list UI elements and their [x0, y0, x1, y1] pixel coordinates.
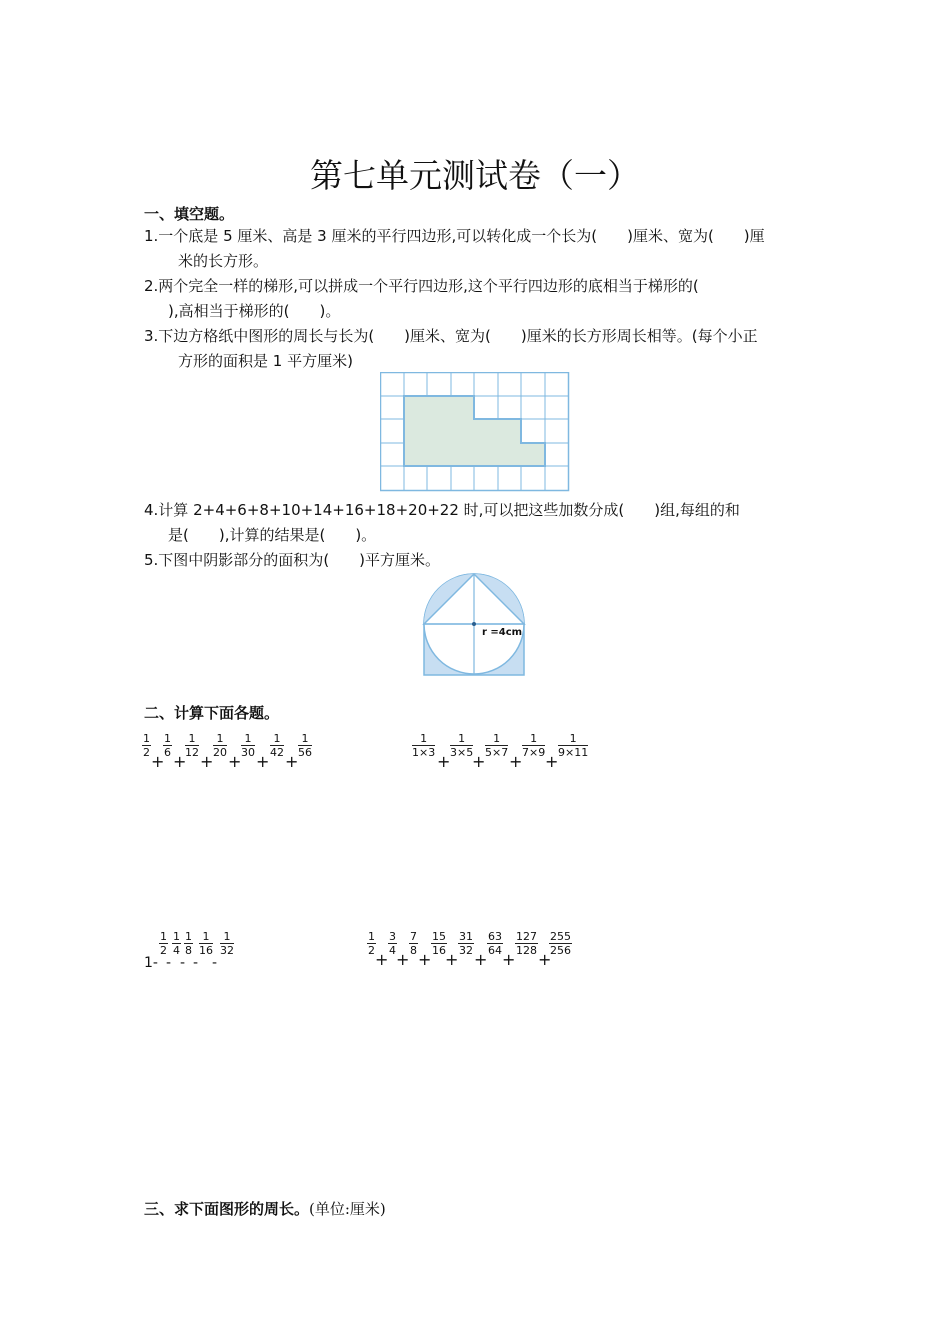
fraction [172, 930, 181, 958]
plus-sign: + [437, 752, 451, 771]
fraction [485, 732, 508, 760]
fraction-denominator: 30 [241, 746, 255, 759]
fraction [522, 732, 545, 760]
fraction-numerator: 1 [164, 732, 171, 745]
plus-sign: + [472, 752, 486, 771]
fraction-numerator: 15 [432, 930, 446, 943]
grid-figure [380, 372, 570, 493]
expression-1 [140, 732, 340, 782]
fraction-numerator: 1 [160, 930, 167, 943]
minus-sign: - [193, 955, 199, 971]
fraction-numerator: 1 [368, 930, 375, 943]
fraction [298, 732, 312, 760]
plus-sign: + [200, 752, 214, 771]
q5-line1: 5.下图中阴影部分的面积为( )平方厘米。 [144, 551, 441, 569]
fraction-numerator: 1 [213, 732, 227, 746]
q4-line1: 4.计算 2+4+6+8+10+14+16+18+20+22 时,可以把这些加数分成( )组,每组的和 [144, 501, 740, 519]
plus-sign: + [418, 950, 432, 969]
fraction-numerator: 63 [488, 930, 502, 943]
q4-line2: 是( ),计算的结果是( )。 [168, 526, 377, 544]
fraction [487, 930, 503, 958]
plus-sign: + [228, 752, 242, 771]
fraction [241, 732, 255, 760]
fraction-denominator: 4 [173, 944, 180, 957]
fraction-denominator: 4 [389, 944, 396, 957]
fraction-numerator: 1 [143, 732, 150, 745]
section3-heading: 三、求下面图形的周长。 [144, 1200, 310, 1218]
fraction [558, 732, 588, 760]
fraction-denominator: 56 [298, 746, 312, 759]
fraction-numerator: 1 [298, 732, 312, 746]
page-title: 第七单元测试卷（一） [310, 156, 640, 195]
circle-figure [422, 572, 527, 678]
fraction-numerator: 255 [550, 930, 571, 943]
fraction-numerator: 127 [516, 930, 537, 943]
fraction [515, 930, 538, 958]
q1-line2: 米的长方形。 [178, 252, 269, 270]
fraction-denominator: 64 [488, 944, 502, 957]
fraction-denominator: 8 [185, 944, 192, 957]
fraction-numerator: 1 [450, 732, 473, 746]
fraction [450, 732, 473, 760]
fraction-denominator: 42 [270, 746, 284, 759]
plus-sign: + [375, 950, 389, 969]
q3-line1: 3.下边方格纸中图形的周长与长为( )厘米、宽为( )厘米的长方形周长相等。(每个小正 [144, 327, 758, 345]
fraction-denominator: 12 [185, 746, 199, 759]
fraction [409, 930, 418, 958]
fraction-denominator: 6 [164, 746, 171, 759]
fraction-denominator: 16 [432, 944, 446, 957]
fraction-denominator: 256 [550, 944, 571, 957]
section3-unit: (单位:厘米) [309, 1200, 386, 1218]
fraction [549, 930, 572, 958]
plus-sign: + [151, 752, 165, 771]
plus-sign: + [256, 752, 270, 771]
fraction-denominator: 2 [160, 944, 167, 957]
fraction [159, 930, 168, 958]
q2-line2: ),高相当于梯形的( )。 [168, 302, 341, 320]
minus-sign: - [166, 955, 172, 971]
plus-sign: + [502, 950, 516, 969]
fraction [184, 930, 193, 958]
fraction-numerator: 1 [522, 732, 545, 746]
plus-sign: + [445, 950, 459, 969]
fraction-denominator: 128 [516, 944, 537, 957]
fraction-denominator: 7×9 [522, 746, 546, 759]
fraction-denominator: 9×11 [558, 746, 589, 759]
plus-sign: + [396, 950, 410, 969]
fraction-denominator: 3×5 [450, 746, 474, 759]
fraction-denominator: 8 [410, 944, 417, 957]
fraction [185, 732, 199, 760]
section1-heading: 一、填空题。 [144, 205, 235, 223]
fraction-numerator: 1 [185, 732, 199, 746]
fraction-numerator: 1 [270, 732, 284, 746]
minus-sign: - [180, 955, 186, 971]
fraction-denominator: 32 [220, 944, 234, 957]
section3-heading-row [144, 1198, 386, 1219]
fraction-numerator: 7 [410, 930, 417, 943]
fraction [142, 732, 151, 760]
fraction [213, 732, 227, 760]
fraction-numerator: 31 [459, 930, 473, 943]
plus-sign: + [538, 950, 552, 969]
fraction-denominator: 2 [368, 944, 375, 957]
minus-sign: - [212, 955, 218, 971]
fraction-numerator: 1 [220, 930, 234, 944]
radius-label: r =4cm [482, 627, 523, 638]
expression-3 [144, 930, 264, 980]
plus-sign: + [545, 752, 559, 771]
plus-sign: + [474, 950, 488, 969]
q2-line1: 2.两个完全一样的梯形,可以拼成一个平行四边形,这个平行四边形的底相当于梯形的( [144, 277, 699, 295]
fraction [220, 930, 234, 958]
fraction-denominator: 5×7 [485, 746, 509, 759]
fraction-denominator: 1×3 [412, 746, 436, 759]
fraction-numerator: 1 [412, 732, 435, 746]
plus-sign: + [285, 752, 299, 771]
fraction-numerator: 1 [185, 930, 192, 943]
expr-prefix: 1- [144, 955, 158, 971]
fraction-numerator: 1 [558, 732, 588, 746]
plus-sign: + [509, 752, 523, 771]
fraction-denominator: 32 [459, 944, 473, 957]
fraction [199, 930, 213, 958]
fraction [458, 930, 474, 958]
fraction-numerator: 3 [389, 930, 396, 943]
fraction-denominator: 20 [213, 746, 227, 759]
fraction [270, 732, 284, 760]
expression-4 [365, 930, 595, 980]
fraction-denominator: 16 [199, 944, 213, 957]
q1-line1: 1.一个底是 5 厘米、高是 3 厘米的平行四边形,可以转化成一个长为( )厘米、宽为( )厘 [144, 227, 765, 245]
expression-2 [410, 732, 610, 782]
fraction [412, 732, 435, 760]
q3-line2: 方形的面积是 1 平方厘米) [178, 352, 353, 370]
fraction-numerator: 1 [485, 732, 508, 746]
fraction-numerator: 1 [199, 930, 213, 944]
fraction-numerator: 1 [173, 930, 180, 943]
plus-sign: + [173, 752, 187, 771]
fraction-numerator: 1 [241, 732, 255, 746]
section2-heading: 二、计算下面各题。 [144, 704, 280, 722]
fraction-denominator: 2 [143, 746, 150, 759]
